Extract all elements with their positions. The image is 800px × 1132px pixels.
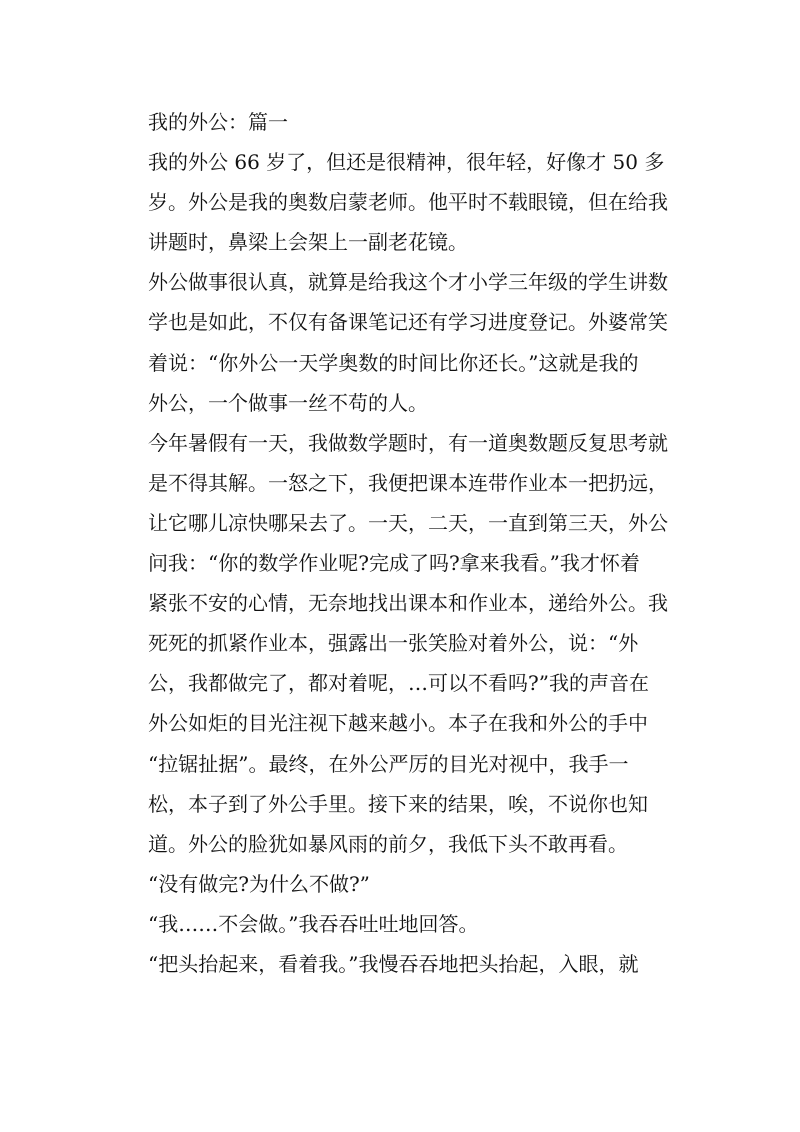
text-line: 死死的抓紧作业本，强露出一张笑脸对着外公，说：“外 — [148, 631, 639, 656]
text-line: 今年暑假有一天，我做数学题时，有一道奥数题反复思考就 — [148, 430, 668, 455]
text-line: 松，本子到了外公手里。接下来的结果，唉，不说你也知 — [148, 791, 648, 816]
text-line: “我……不会做。”我吞吞吐吐地回答。 — [148, 911, 479, 936]
text-line: 学也是如此，不仅有备课笔记还有学习进度登记。外婆常笑 — [148, 310, 668, 335]
text-line: 让它哪儿凉快哪呆去了。一天，二天，一直到第三天，外公 — [148, 510, 668, 535]
text-line: “没有做完?为什么不做?” — [148, 871, 370, 896]
text-line: “把头抬起来，看着我。”我慢吞吞地把头抬起，入眼，就 — [148, 951, 639, 976]
text-line: “拉锯扯据”。最终，在外公严厉的目光对视中，我手一 — [148, 751, 629, 776]
text-line: 讲题时，鼻梁上会架上一副老花镜。 — [148, 230, 468, 255]
text-line: 外公做事很认真，就算是给我这个才小学三年级的学生讲数 — [148, 270, 668, 295]
text-line: 着说：“你外公一天学奥数的时间比你还长。”这就是我的 — [148, 350, 639, 375]
text-line: 紧张不安的心情，无奈地找出课本和作业本，递给外公。我 — [148, 591, 668, 616]
text-line: 岁。外公是我的奥数启蒙老师。他平时不载眼镜，但在给我 — [148, 190, 668, 215]
text-line: 外公如炬的目光注视下越来越小。本子在我和外公的手中 — [148, 711, 648, 736]
document-body — [148, 102, 668, 984]
text-line: 公，我都做完了，都对着呢，…可以不看吗?”我的声音在 — [148, 671, 649, 696]
text-line: 是不得其解。一怒之下，我便把课本连带作业本一把扔远， — [148, 470, 668, 495]
text-line: 道。外公的脸犹如暴风雨的前夕，我低下头不敢再看。 — [148, 831, 628, 856]
text-line: 我的外公 66 岁了，但还是很精神，很年轻，好像才 50 多 — [148, 150, 665, 175]
text-line: 问我：“你的数学作业呢?完成了吗?拿来我看。”我才怀着 — [148, 551, 640, 576]
text-line: 外公，一个做事一丝不苟的人。 — [148, 390, 428, 415]
document-title: 我的外公：篇一 — [148, 110, 288, 134]
